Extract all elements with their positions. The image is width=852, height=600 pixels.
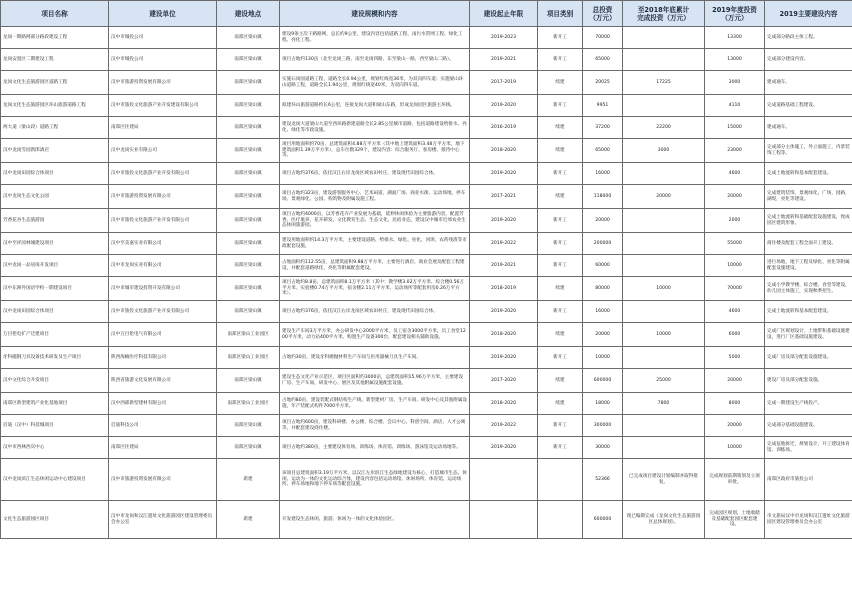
cell-category: 新开工	[538, 437, 583, 459]
cell-builder: 汉中西部新型建材有限公司	[109, 393, 217, 415]
cell-total: 70000	[583, 27, 623, 49]
cell-name: 牙科磁钢刀具设备技术研发及生产项目	[1, 347, 109, 369]
cell-2019-content: 完成一期建设生产线投产。	[765, 393, 852, 415]
col-header-2019-invest: 2019年度投资 （万元）	[705, 1, 765, 27]
cell-cumulative	[623, 49, 705, 71]
cell-scope: 该项目总建筑面积3.19万平方米，以汉江左岸滨江生态绿地建设为核心，打造城市生态、休闲、运动为一体的文化运动综合体，建设内容包括运动场馆、休闲场所、体育馆、运动场所、停车场地和地下停车场等配套设施。	[280, 459, 470, 501]
table-row	[1, 437, 852, 459]
cell-period: 2019-2020	[470, 209, 538, 233]
cell-2019-content: 完成道路基础工程建设。	[765, 95, 852, 117]
cell-scope: 占地约80亩，建设装配式钢结构生产线、新型建材厂房、生产车间、研发中心及其他附属设施，年产装配式构件7000平方米。	[280, 393, 470, 415]
cell-category: 新开工	[538, 95, 583, 117]
table-row	[1, 209, 852, 233]
cell-period: 2018-2020	[470, 393, 538, 415]
col-header-name: 项目名称	[1, 1, 109, 27]
cell-cumulative: 25000	[623, 369, 705, 393]
cell-2019-invest: 20000	[705, 415, 765, 437]
cell-location: 南郑区梁山镇	[217, 369, 280, 393]
cell-category: 新开工	[538, 27, 583, 49]
cell-builder: 汉中市龙岗实业有限公司	[109, 255, 217, 277]
cell-total: 10000	[583, 347, 623, 369]
cell-2019-content: 南郑区政府市旅投公司	[765, 459, 852, 501]
cell-location: 南郑区梁山镇	[217, 95, 280, 117]
cell-total: 30000	[583, 437, 623, 459]
cell-2019-content: 完成土地流转和基本配套建设。	[765, 163, 852, 185]
cell-scope: 拟建环山旅游道路约长6公里，连接龙岗大道和梁山东路，形成龙岗园区旅游主环线。	[280, 95, 470, 117]
cell-location: 南郑区梁山镇	[217, 255, 280, 277]
cell-location: 南郑区梁山镇	[217, 139, 280, 163]
cell-2019-invest: 15000	[705, 117, 765, 139]
cell-2019-content: 建成通车。	[765, 117, 852, 139]
cell-builder: 南郑区住建局	[109, 437, 217, 459]
cell-period: 2019-2022	[470, 233, 538, 255]
cell-2019-content: 完成部分基础设施建设。	[765, 415, 852, 437]
cell-scope: 开发建设生态休闲、旅游、休闲为一体的文化体验园区。	[280, 501, 470, 539]
cell-period: 2018-2020	[470, 323, 538, 347]
cell-name: 启迪（汉中）科技城项目	[1, 415, 109, 437]
cell-name: 汉中龙岗一品居岗开发项目	[1, 255, 109, 277]
cell-cumulative	[623, 209, 705, 233]
cell-period: 2019-2021	[470, 255, 538, 277]
cell-location: 南郑区梁山镇	[217, 49, 280, 71]
cell-period: 2017-2021	[470, 185, 538, 209]
cell-total: 20025	[583, 71, 623, 95]
cell-name: 龙岗文化生态旅游园区道路工程	[1, 71, 109, 95]
cell-2019-invest: 8000	[705, 393, 765, 415]
cell-period: 2017-2019	[470, 71, 538, 95]
cell-2019-content: 商住楼及配套工程全面开工建设。	[765, 233, 852, 255]
cell-2019-invest: 20000	[705, 369, 765, 393]
cell-builder: 陕西省旅游文化发展有限公司	[109, 369, 217, 393]
cell-cumulative: 10000	[623, 323, 705, 347]
col-header-builder: 建设单位	[109, 1, 217, 27]
cell-2019-invest: 2000	[705, 209, 765, 233]
cell-2019-invest: 13000	[705, 49, 765, 71]
cell-category: 新开工	[538, 415, 583, 437]
cell-cumulative: 17225	[623, 71, 705, 95]
cell-2019-content: 完成土地流转和基础配套设施建设，致成园区建筑形象。	[765, 209, 852, 233]
cell-total: 600000	[583, 501, 623, 539]
cell-builder: 汉中龙岗实业有限公司	[109, 139, 217, 163]
cell-total: 9951	[583, 95, 623, 117]
table-row	[1, 501, 852, 539]
cell-period: 2019-2020	[470, 163, 538, 185]
cell-scope: 项目占地约380亩，主要建设体育场、训练场、体育馆、训练场、游泳馆及运动场地等。	[280, 437, 470, 459]
cell-total: 118000	[583, 185, 623, 209]
cell-period: 2019-2020	[470, 301, 538, 323]
cell-location: 南郑区梁山镇	[217, 437, 280, 459]
cell-total: 16000	[583, 163, 623, 185]
cell-builder: 汉中市旅投文化旅游产业开发有限公司	[109, 301, 217, 323]
col-header-location: 建设地点	[217, 1, 280, 27]
col-header-2019-content: 2019主要建设内容	[765, 1, 852, 27]
cell-scope: 建设龙岗大道梁山大道至西环路新建道路全长2.85公里城市道路，包括道路建设给排水、亮化、绿化等市政设施。	[280, 117, 470, 139]
cell-scope: 项目占地约8.8亩，总建筑面积8.1万平方米（其中：教学楼3.02万平方米、综合楼0.56万平方米、实验楼0.74万平方米，宿舍楼2.11万平方米，运动场所等配套用房0.26万平方米）。	[280, 277, 470, 301]
cell-name: 龙岗一期路网部分路段建设工程	[1, 27, 109, 49]
col-header-category: 项目类别	[538, 1, 583, 27]
cell-category	[538, 459, 583, 501]
cell-location: 南郑区梁山镇	[217, 209, 280, 233]
table-row	[1, 117, 852, 139]
cell-category	[538, 501, 583, 539]
cell-2019-content: 完成部分主体施工，外立面施工，内景装饰工程等。	[765, 139, 852, 163]
cell-builder: 启迪科技公司	[109, 415, 217, 437]
cell-2019-content: 建成通车。	[765, 71, 852, 95]
cell-cumulative: 已完成项目建设计划编制并取得批复。	[623, 459, 705, 501]
cell-scope: 项目用地面积约70亩，总建筑面积4.88万平方米（其中地上建筑面积3.48万平方米，地下建筑面积1.39万平方米），总车位数329个，建设内容：综合服务厅、客房楼、接待中心等。	[280, 139, 470, 163]
cell-cumulative	[623, 27, 705, 49]
cell-scope: 建设生态文化产业示范区，项目区面积约3000亩，总建筑面积15.96万平方米，主要建设厂房、生产车间、研发中心、展区及其他附属设施配套设施。	[280, 369, 470, 393]
cell-2019-content: 建设厂房及部分配套设施。	[765, 369, 852, 393]
cell-period: 2017-2020	[470, 369, 538, 393]
cell-cumulative: 20000	[623, 185, 705, 209]
cell-2019-content: 完成征地拆迁，规划设计，开工建设体育馆、训练场。	[765, 437, 852, 459]
cell-category: 新开工	[538, 163, 583, 185]
cell-2019-content: 进行场地、地下工程及绿化、亮化等附属配套设施建设。	[765, 255, 852, 277]
cell-name: 汉中龙岗生态文化公园	[1, 185, 109, 209]
cell-scope: 项目占地约130亩（北至龙岗三路，南至龙岗四路，东至梁山一路，西至梁山二路）。	[280, 49, 470, 71]
col-header-total-invest: 总投资 （万元）	[583, 1, 623, 27]
cell-period: 2016-2019	[470, 117, 538, 139]
cell-name: 龙岗文化生态旅游园区环山旅游道路工程	[1, 95, 109, 117]
cell-name: 两大道（梁山段）道路工程	[1, 117, 109, 139]
cell-location: 南郑区梁山镇	[217, 277, 280, 301]
cell-name: 汉中东洲外国语学校一期建设项目	[1, 277, 109, 301]
table-row	[1, 347, 852, 369]
table-row	[1, 27, 852, 49]
table-row	[1, 323, 852, 347]
table-row	[1, 95, 852, 117]
cell-2019-invest: 10000	[705, 255, 765, 277]
table-row	[1, 71, 852, 95]
cell-location: 南郑区梁山镇	[217, 233, 280, 255]
cell-2019-invest: 13300	[705, 27, 765, 49]
cell-builder: 汉中市龙岗和汉江遗址文化旅游园区建设管理委员会办公室	[109, 501, 217, 539]
cell-2019-content: 完成厂房及部分配套设施建设。	[765, 347, 852, 369]
cell-total: 18000	[583, 393, 623, 415]
table-row	[1, 139, 852, 163]
cell-2019-content: 完成建筑装饰，景观绿化，广场，园路，湖堤，亮化等建设。	[765, 185, 852, 209]
cell-scope: 项目占地约376亩，依托汉江右岸龙岗区域农田村庄，建设现代田园综合体。	[280, 163, 470, 185]
table-row	[1, 185, 852, 209]
cell-location: 南郑区梁山工业园区	[217, 323, 280, 347]
cell-2019-invest: 10000	[705, 437, 765, 459]
cell-builder: 汉中市旅游投资发展有限公司	[109, 459, 217, 501]
cell-2019-invest: 23000	[705, 139, 765, 163]
cell-name: 南郑区新型建筑产业化基地项目	[1, 393, 109, 415]
cell-period: 2019-2022	[470, 415, 538, 437]
cell-total: 65000	[583, 49, 623, 71]
cell-builder: 南郑区住建局	[109, 117, 217, 139]
cell-2019-invest: 完成园区规划，土地收储及基础配套园区配套建设。	[705, 501, 765, 539]
cell-name: 芳香花谷生态旅游园	[1, 209, 109, 233]
cell-cumulative: 3000	[623, 139, 705, 163]
table-row	[1, 49, 852, 71]
cell-category: 续建	[538, 277, 583, 301]
table-row	[1, 233, 852, 255]
cell-category: 续建	[538, 117, 583, 139]
cell-2019-invest: 55000	[705, 233, 765, 255]
cell-scope: 项目占地约4000亩，以芳香花卉产业发展为基础，延伸休闲体验为主要旅游内容，配置芳香、医疗康养、花卉研发、文化教育生态、生态文化、民宿业态，建设汉中城市近郊农业生态休闲旅游园。	[280, 209, 470, 233]
cell-period: 2019-2020	[470, 95, 538, 117]
header-row	[1, 1, 852, 27]
cell-name: 汉中至祥园林城建设项目	[1, 233, 109, 255]
cell-scope: 建设生产车间3万平方米，办公研发中心2000平方米，员工宿舍3000平方米，员工食堂1200平方米，动力站400平方米，购置生产设备300台，配套建设相关辅助设施。	[280, 323, 470, 347]
cell-2019-content: 完成部分路段主体工程。	[765, 27, 852, 49]
cell-builder: 汉中市城投公司	[109, 49, 217, 71]
cell-period: 2019-2020	[470, 347, 538, 369]
cell-category: 新开工	[538, 255, 583, 277]
cell-total: 16000	[583, 301, 623, 323]
cell-total: 20000	[583, 323, 623, 347]
cell-builder: 汉中市旅游投资发展有限公司	[109, 185, 217, 209]
cell-2019-content: 完成厂区规划设计，土地带和基础设施建设，进行厂区基础设施建设。	[765, 323, 852, 347]
cell-2019-content: 完成土地流转和基本配套建设。	[765, 301, 852, 323]
cell-location: 南郑区梁山镇	[217, 27, 280, 49]
cell-total: 600000	[583, 369, 623, 393]
cell-name: 汉中市西林西宾中心	[1, 437, 109, 459]
cell-2019-content: 完成部分建设内容。	[765, 49, 852, 71]
cell-total: 300000	[583, 415, 623, 437]
cell-scope: 实施石岗园道路工程，道路全长0.94公里，规划红线宽36米，为双向四车道；实施梁山环山道路工程，道路全长1.94公里，规划红线宽40米，为双向四车道。	[280, 71, 470, 95]
cell-name: 汉中龙岗田园综合体项目	[1, 163, 109, 185]
cell-name: 万目伦电扩产迁建项目	[1, 323, 109, 347]
table-row	[1, 369, 852, 393]
cell-builder: 汉中市旅投文化旅游产业开发有限公司	[109, 209, 217, 233]
cell-period	[470, 459, 538, 501]
cell-2019-content: 市文旅局汉中市龙岗和汉江遗址文化旅游园区建设管理委员会办公室	[765, 501, 852, 539]
cell-2019-invest: 20000	[705, 185, 765, 209]
cell-cumulative: 7800	[623, 393, 705, 415]
cell-scope: 项目占地约376亩，依托汉江右岸龙岗区域农田村庄，建设现代田园综合体。	[280, 301, 470, 323]
cell-category: 新开工	[538, 209, 583, 233]
cell-period: 2019-2020	[470, 437, 538, 459]
cell-2019-invest: 完成规划前期策划及立项审批。	[705, 459, 765, 501]
cell-name: 汉中龙岗滨江生态休闲运动中心建设项目	[1, 459, 109, 501]
cell-builder: 汉中万目伦电气有限公司	[109, 323, 217, 347]
cell-category: 续建	[538, 185, 583, 209]
cell-category: 新开工	[538, 301, 583, 323]
cell-scope: 占地约30亩，建设牙科磨抛材料生产车间与医用器械刀具生产车间。	[280, 347, 470, 369]
cell-builder: 陕西海楠医疗科技有限公司	[109, 347, 217, 369]
cell-name: 汉中文化综合开发项目	[1, 369, 109, 393]
cell-total: 52366	[583, 459, 623, 501]
cell-builder: 汉中市城投公司	[109, 27, 217, 49]
cell-location: 南郑区梁山镇	[217, 301, 280, 323]
cell-2019-invest: 4110	[705, 95, 765, 117]
cell-cumulative: 10000	[623, 277, 705, 301]
cell-name: 龙岗安置区二期建设工程	[1, 49, 109, 71]
cell-category: 新开工	[538, 233, 583, 255]
col-header-period: 建设起止年限	[470, 1, 538, 27]
cell-total: 65000	[583, 139, 623, 163]
cell-period: 2018-2019	[470, 277, 538, 301]
cell-scope: 占地面积约112.55亩，总建筑面积9.88万平方米，主要进行酒店、商业会展及配套工程建设，并配套道路绿化、亮化等附属配套建设。	[280, 255, 470, 277]
cell-cumulative	[623, 437, 705, 459]
cell-2019-invest: 6000	[705, 323, 765, 347]
cell-cumulative: 22200	[623, 117, 705, 139]
table-row	[1, 277, 852, 301]
cell-period	[470, 501, 538, 539]
cell-2019-invest: 4600	[705, 301, 765, 323]
col-header-scope: 建设规模和内容	[280, 1, 470, 27]
cell-2019-content: 完成小学教学楼、综合楼、食堂等建设，幼儿园主体施工，实现秋季招生。	[765, 277, 852, 301]
table-row	[1, 415, 852, 437]
cell-category: 新开工	[538, 347, 583, 369]
cell-name: 文化生态旅游园区项目	[1, 501, 109, 539]
table-row	[1, 459, 852, 501]
cell-cumulative	[623, 415, 705, 437]
cell-cumulative	[623, 347, 705, 369]
cell-builder: 汉中市旅投文化旅游产业开发建设有限公司	[109, 95, 217, 117]
table-row	[1, 393, 852, 415]
cell-builder: 汉中市城市建设投资开发有限公司	[109, 277, 217, 301]
cell-location: 新建	[217, 459, 280, 501]
cell-scope: 建设9条主次干路路网，总长约9公里，建设内容包括道路工程、雨污水管网工程、绿化工程、亮化工程。	[280, 27, 470, 49]
cell-category: 新开工	[538, 49, 583, 71]
cell-builder: 汉中市旅游投资发展有限公司	[109, 71, 217, 95]
cell-total: 200000	[583, 233, 623, 255]
cell-location: 南郑区梁山工业园区	[217, 347, 280, 369]
cell-location: 南郑区梁山镇	[217, 415, 280, 437]
cell-period: 2019-2023	[470, 27, 538, 49]
cell-builder: 汉中市旅投文化旅游产业开发有限公司	[109, 163, 217, 185]
cell-2019-invest: 3000	[705, 71, 765, 95]
cell-cumulative	[623, 95, 705, 117]
cell-category: 续建	[538, 323, 583, 347]
cell-2019-invest: 5000	[705, 347, 765, 369]
cell-scope: 项目占地约323亩，建设游客服务中心、艺术码道、湖面广场、商业水街、运动场地、停车场、景观绿化、公园、构筑物及附属设施工程。	[280, 185, 470, 209]
cell-location: 南郑区梁山镇	[217, 71, 280, 95]
cell-scope: 项目占地约600亩，建设科研楼、办公楼、综合楼、会议中心、科创空间、酒店、人才公寓等，并配套建设商住楼。	[280, 415, 470, 437]
cell-category: 续建	[538, 369, 583, 393]
cell-total: 37200	[583, 117, 623, 139]
cell-2019-invest: 4600	[705, 163, 765, 185]
cell-cumulative	[623, 301, 705, 323]
cell-category: 续建	[538, 393, 583, 415]
table-row	[1, 255, 852, 277]
cell-location: 南郑区梁山工业园区	[217, 393, 280, 415]
cell-total: 80000	[583, 277, 623, 301]
cell-location: 南郑区梁山镇	[217, 117, 280, 139]
cell-location: 南郑区梁山镇	[217, 185, 280, 209]
cell-cumulative	[623, 233, 705, 255]
cell-category: 续建	[538, 139, 583, 163]
cell-location: 南郑区梁山镇	[217, 163, 280, 185]
cell-cumulative: 现已编制完成《龙岗文化生态旅游园区总体规划》。	[623, 501, 705, 539]
cell-total: 20000	[583, 209, 623, 233]
cell-2019-invest: 70000	[705, 277, 765, 301]
cell-scope: 建设用地面积约14.3万平方米，主要建设道路、给排水、绿化、亮化、河坝、农药残渣等市政配套设施。	[280, 233, 470, 255]
table-row	[1, 163, 852, 185]
cell-name: 汉中龙岗雪园新郎酒店	[1, 139, 109, 163]
cell-period: 2018-2020	[470, 139, 538, 163]
col-header-cumulative-invest: 至2018年底累计 完成投资（万元）	[623, 1, 705, 27]
cell-total: 60000	[583, 255, 623, 277]
cell-location: 新建	[217, 501, 280, 539]
cell-category: 续建	[538, 71, 583, 95]
table-row	[1, 301, 852, 323]
cell-builder: 汉中至美嘉实业有限公司	[109, 233, 217, 255]
cell-cumulative	[623, 255, 705, 277]
cell-period: 2019-2021	[470, 49, 538, 71]
cell-cumulative	[623, 163, 705, 185]
cell-name: 汉中龙岗田园综合体项目	[1, 301, 109, 323]
